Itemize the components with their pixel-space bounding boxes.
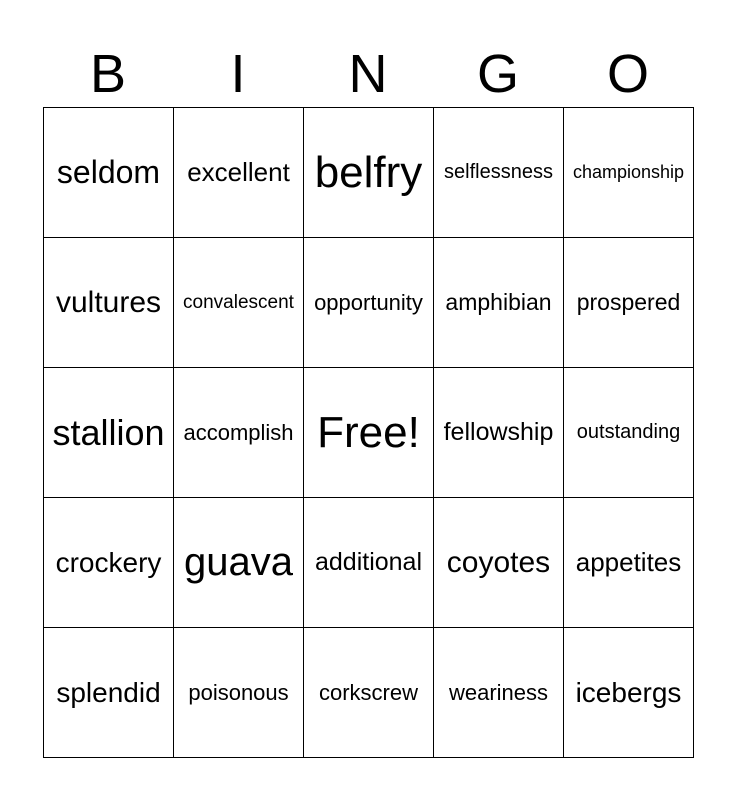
bingo-cell[interactable]: opportunity	[304, 238, 434, 368]
bingo-cell[interactable]: appetites	[564, 498, 694, 628]
header-letter-o: O	[606, 44, 649, 104]
bingo-cell[interactable]: crockery	[44, 498, 174, 628]
bingo-cell[interactable]: coyotes	[434, 498, 564, 628]
bingo-cell[interactable]: convalescent	[174, 238, 304, 368]
free-space-cell: Free!	[304, 368, 434, 498]
header-letter-g: G	[476, 44, 519, 104]
bingo-cell[interactable]: additional	[304, 498, 434, 628]
bingo-cell[interactable]: guava	[174, 498, 304, 628]
bingo-cell[interactable]: seldom	[44, 108, 174, 238]
bingo-cell[interactable]: vultures	[44, 238, 174, 368]
bingo-cell[interactable]: corkscrew	[304, 628, 434, 758]
bingo-cell[interactable]: fellowship	[434, 368, 564, 498]
bingo-cell[interactable]: outstanding	[564, 368, 694, 498]
header-letter-b: B	[89, 44, 127, 104]
bingo-board	[43, 107, 694, 758]
bingo-cell[interactable]: selflessness	[434, 108, 564, 238]
header-letter-i: I	[230, 44, 246, 104]
bingo-cell[interactable]: icebergs	[564, 628, 694, 758]
bingo-cell[interactable]: excellent	[174, 108, 304, 238]
bingo-cell[interactable]: belfry	[304, 108, 434, 238]
bingo-header	[43, 42, 693, 106]
bingo-cell[interactable]: weariness	[434, 628, 564, 758]
bingo-cell[interactable]: accomplish	[174, 368, 304, 498]
bingo-cell[interactable]: amphibian	[434, 238, 564, 368]
bingo-cell[interactable]: championship	[564, 108, 694, 238]
bingo-cell[interactable]: splendid	[44, 628, 174, 758]
bingo-cell[interactable]: stallion	[44, 368, 174, 498]
bingo-cell[interactable]: prospered	[564, 238, 694, 368]
header-letter-n: N	[348, 44, 388, 104]
bingo-cell[interactable]: poisonous	[174, 628, 304, 758]
